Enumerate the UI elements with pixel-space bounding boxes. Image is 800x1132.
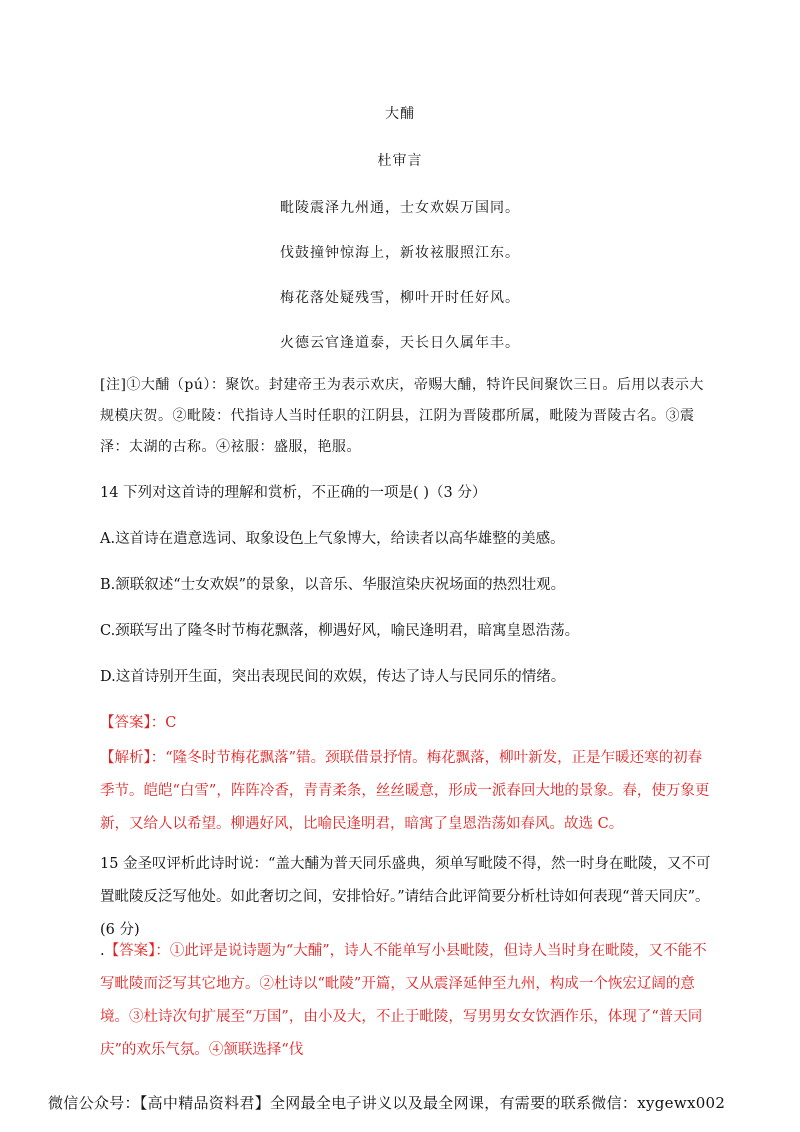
analysis-14 bbox=[100, 742, 712, 841]
poem-line: 毗陵震泽九州通，士女欢娱万国同。 bbox=[280, 200, 520, 216]
answer-label: 【答案】： bbox=[100, 715, 166, 731]
question-15-stem: 15 金圣叹评析此诗时说：“盖大酺为普天同乐盛典，须单写毗陵不得，然一时身在毗陵，又不可置毗陵反泛写他处。如此奢切之间，安排恰好。”请结合此评简要分析杜诗如何表现“普天同庆”。(6 分) bbox=[100, 856, 711, 938]
option-a: A.这首诗在遣意选词、取象设色上气象博大，给读者以高华雄整的美感。 bbox=[100, 531, 565, 547]
answer-label: 【答案】： bbox=[104, 943, 170, 959]
answer-prefix: . bbox=[100, 943, 105, 959]
analysis-text: “隆冬时节梅花飘落”错。颈联借景抒情。梅花飘落，柳叶新发，正是乍暖还寒的初春季节。皑皑“白雪”，阵阵冷香，青青柔条，丝丝暖意，形成一派春回大地的景象。春，使万象更新，又给人以希望。柳遇好风，比喻民逢明君，暗寓了皇恩浩荡如春风。故选 C。 bbox=[100, 750, 710, 832]
poem-title: 大酺 bbox=[385, 106, 415, 122]
answer-text: ①此评是说诗题为“大酺”，诗人不能单写小县毗陵，但诗人当时身在毗陵，又不能不写毗陵而泛写其它地方。②杜诗以“毗陵”开篇，又从震泽延伸至九州，构成一个恢宏辽阔的意境。③杜诗次句扩展至“万国”，由小及大，不止于毗陵，写男男女女饮酒作乐，体现了“普天同庆”的欢乐气氛。④颔联选择“伐 bbox=[100, 943, 707, 1058]
option-d: D.这首诗别开生面，突出表现民间的欢娱，传达了诗人与民同乐的情绪。 bbox=[100, 669, 566, 685]
analysis-label: 【解析】： bbox=[100, 750, 166, 766]
option-c: C.颈联写出了隆冬时节梅花飘落，柳遇好风，喻民逢明君，暗寓皇恩浩荡。 bbox=[100, 623, 580, 639]
footer-contact: 微信公众号：【高中精品资料君】全网最全电子讲义以及最全网课，有需要的联系微信：xygewx002 bbox=[48, 1094, 726, 1112]
answer-value: C bbox=[165, 715, 177, 731]
question-14-stem: 14 下列对这首诗的理解和赏析，不正确的一项是( )（3 分） bbox=[100, 485, 487, 501]
poem-line: 伐鼓撞钟惊海上，新妆袨服照江东。 bbox=[280, 245, 520, 261]
poem-author: 杜审言 bbox=[377, 153, 423, 169]
option-b: B.颔联叙述“士女欢娱”的景象，以音乐、华服渲染庆祝场面的热烈壮观。 bbox=[100, 577, 566, 593]
poem-line: 火德云官逢道泰，天长日久属年丰。 bbox=[280, 335, 520, 351]
annotation-note: [注]①大酺（pú）：聚饮。封建帝王为表示欢庆，帝赐大酺，特许民间聚饮三日。后用以表示大规模庆贺。②毗陵：代指诗人当时任职的江阴县，江阴为晋陵郡所属，毗陵为晋陵古名。③震泽：太湖的古称。④袨服：盛服，艳服。 bbox=[100, 377, 704, 455]
answer-15 bbox=[100, 935, 712, 1067]
poem-line: 梅花落处疑残雪，柳叶开时任好风。 bbox=[280, 290, 520, 306]
answer-14 bbox=[100, 711, 176, 732]
